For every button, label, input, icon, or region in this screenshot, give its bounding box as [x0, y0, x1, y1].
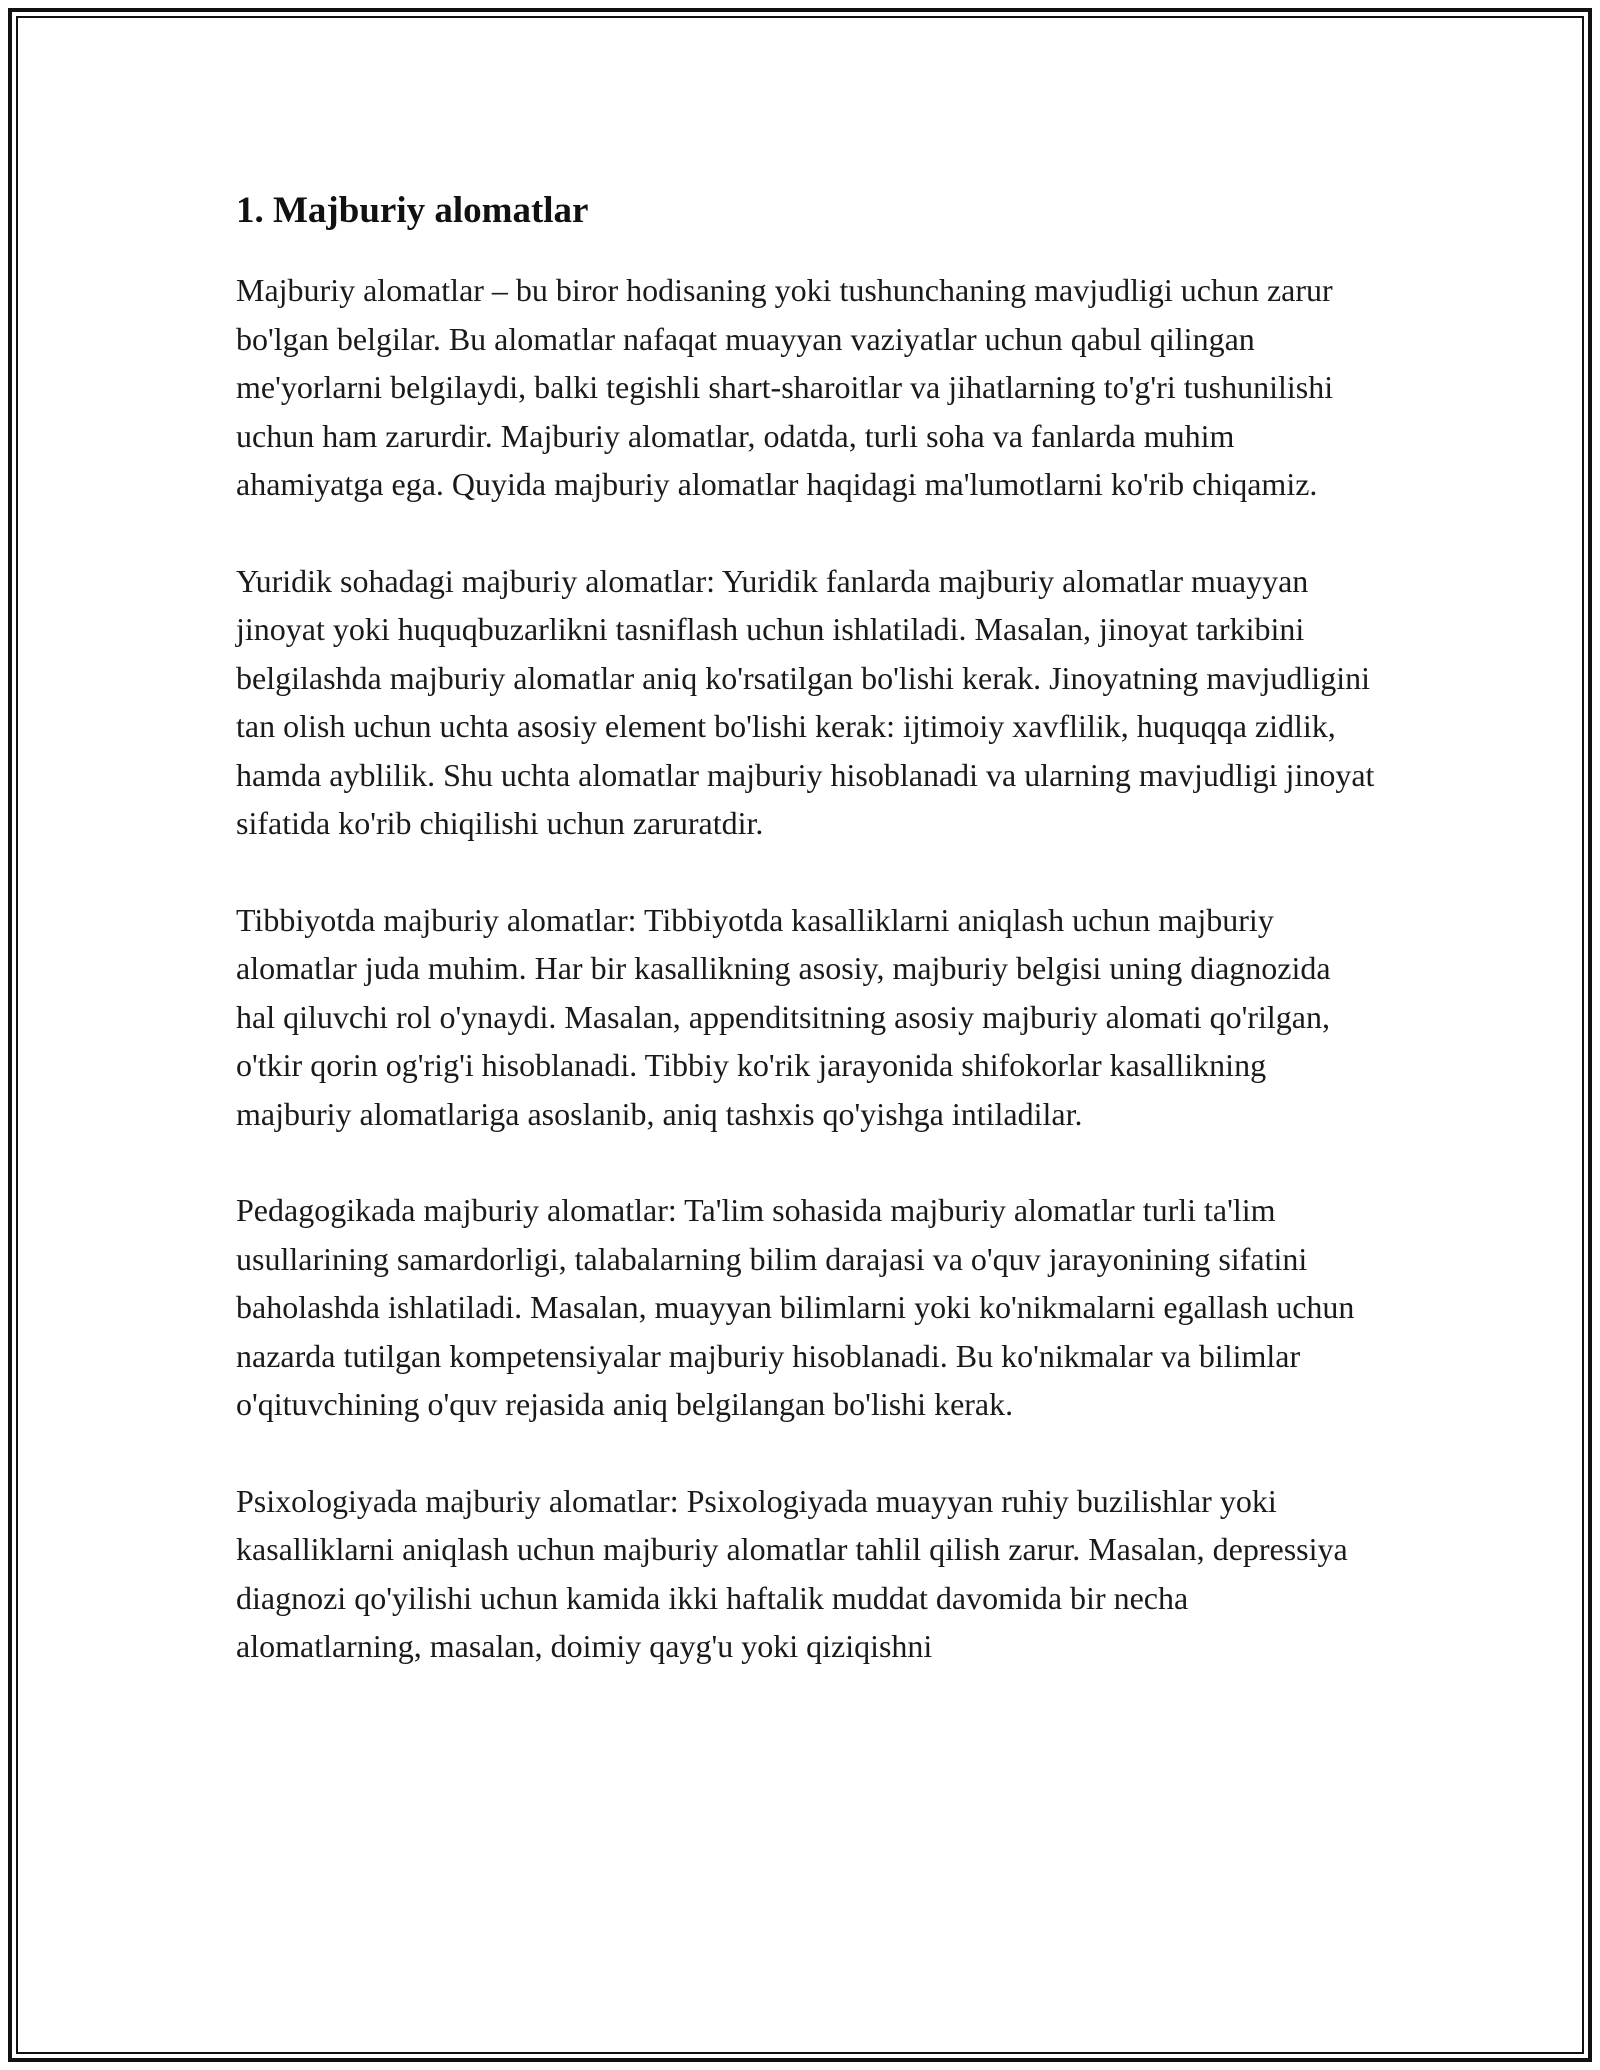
paragraph-psychology: Psixologiyada majburiy alomatlar: Psixologiyada muayyan ruhiy buzilishlar yoki kasalliklarni aniqlash uchun majburiy alomatlar tahlil qilish zarur. Masalan, depressiya diagnozi qo'yilishi uchun kamida ikki haftalik muddat davomida bir necha alomatlarning, masalan, doimiy qayg'u yoki qiziqishni — [236, 1482, 1348, 1664]
paragraph-medicine: Tibbiyotda majburiy alomatlar: Tibbiyotda kasalliklarni aniqlash uchun majburiy alomatlar juda muhim. Har bir kasallikning asosiy, majburiy belgisi uning diagnozida hal qiluvchi rol o'ynaydi. Masalan, appenditsitning asosiy majburiy alomati qo'rilgan, o'tkir qorin og'rig'i hisoblanadi. Tibbiy ko'rik jarayonida shifokorlar kasallikning majburiy alomatlariga asoslanib, aniq tashxis qo'yishga intiladilar. — [236, 901, 1331, 1132]
paragraph-intro: Majburiy alomatlar – bu biror hodisaning yoki tushunchaning mavjudligi uchun zarur bo'lgan belgilar. Bu alomatlar nafaqat muayyan vaziyatlar uchun qabul qilingan me'yorlarni belgilaydi, balki tegishli shart-sharoitlar va jihatlarning to'g'ri tushunilishi uchun ham zarurdir. Majburiy alomatlar, odatda, turli soha va fanlarda muhim ahamiyatga ega. Quyida majburiy alomatlar haqidagi ma'lumotlarni ko'rib chiqamiz. — [236, 272, 1334, 502]
paragraph-pedagogy: Pedagogikada majburiy alomatlar: Ta'lim sohasida majburiy alomatlar turli ta'lim usullarining samardorligi, talabalarning bilim darajasi va o'quv jarayonining sifatini baholashda ishlatiladi. Masalan, muayyan bilimlarni yoki ko'nikmalarni egallash uchun nazarda tutilgan kompetensiyalar majburiy hisoblanadi. Bu ko'nikmalar va bilimlar o'qituvchining o'quv rejasida aniq belgilangan bo'lishi kerak. — [236, 1192, 1355, 1422]
paragraph-legal: Yuridik sohadagi majburiy alomatlar: Yuridik fanlarda majburiy alomatlar muayyan jinoyat yoki huquqbuzarlikni tasniflash uchun ishlatiladi. Masalan, jinoyat tarkibini belgilashda majburiy alomatlar aniq ko'rsatilgan bo'lishi kerak. Jinoyatning mavjudligini tan olish uchun uchta asosiy element bo'lishi kerak: ijtimoiy xavflilik, huquqqa zidlik, hamda ayblilik. Shu uchta alomatlar majburiy hisoblanadi va ularning mavjudligi jinoyat sifatida ko'rib chiqilishi uchun zaruratdir. — [236, 562, 1375, 841]
section-heading: 1. Majburiy alomatlar — [236, 190, 589, 231]
document-body — [236, 186, 1376, 1719]
